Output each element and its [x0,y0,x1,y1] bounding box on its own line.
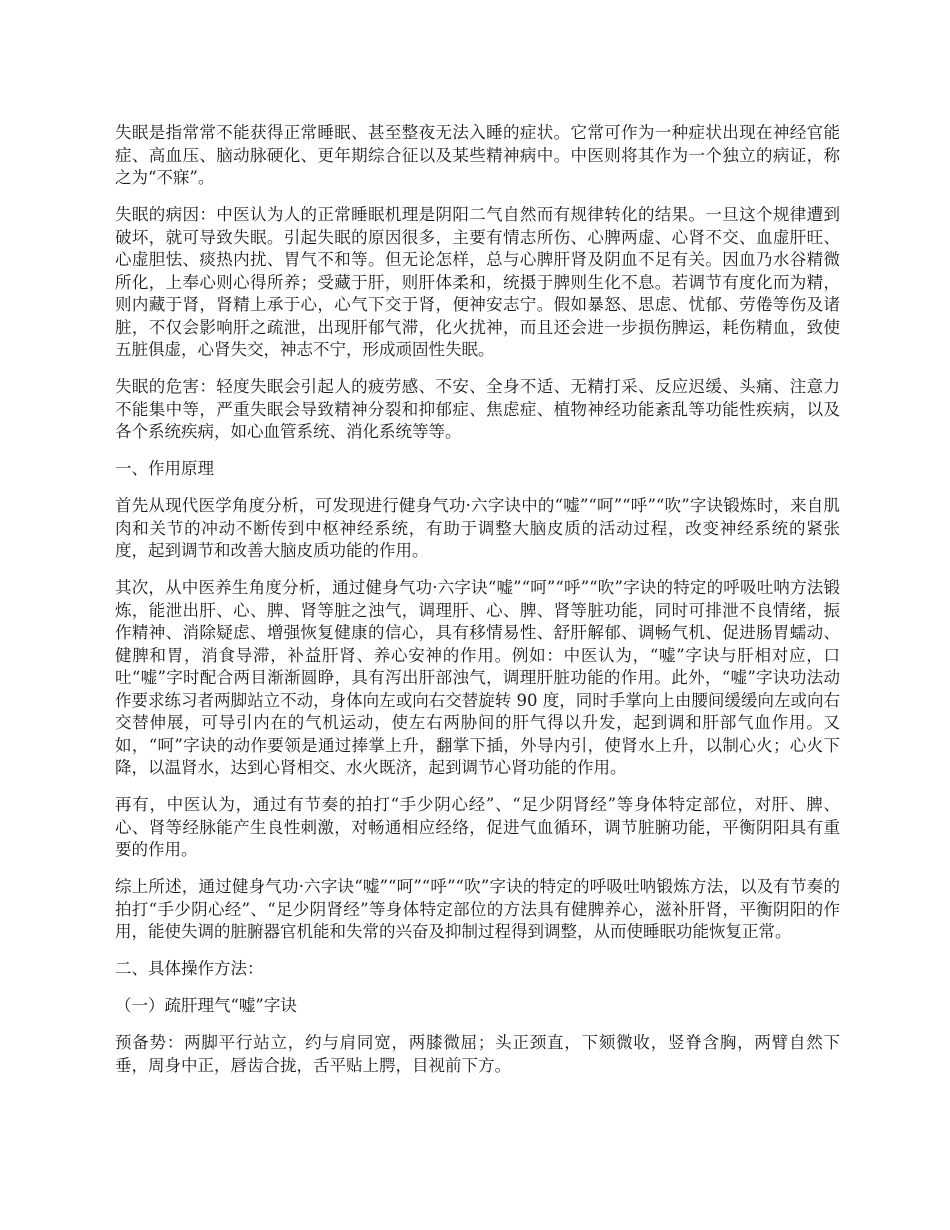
subsection-heading-xu: （一）疏肝理气“嘘”字诀 [115,996,297,1015]
section-heading-method: 二、具体操作方法： [115,959,264,978]
paragraph-intro: 失眠是指常常不能获得正常睡眠、甚至整夜无法入睡的症状。它常可作为一种症状出现在神经官能症、高血压、脑动脉硬化、更年期综合征以及某些精神病中。中医则将其作为一个独立的病证，称之为“不寐”。 [115,123,840,187]
paragraph-modern-medicine: 首先从现代医学角度分析，可发现进行健身气功·六字诀中的“嘘”“呵”“呼”“吹”字诀锻炼时，来自肌肉和关节的冲动不断传到中枢神经系统，有助于调整大脑皮质的活动过程，改变神经系统的紧张度，起到调节和改善大脑皮质功能的作用。 [115,496,840,560]
section-heading-principle: 一、作用原理 [115,459,214,478]
paragraph-summary: 综上所述，通过健身气功·六字诀“嘘”“呵”“呼”“吹”字诀的特定的呼吸吐呐锻炼方法，以及有节奏的拍打“手少阴心经”、“足少阴肾经”等身体特定部位的方法具有健脾养心，滋补肝肾，平衡阴阳的作用，能使失调的脏腑器官机能和失常的兴奋及抑制过程得到调整，从而使睡眠功能恢复正常。 [115,877,840,941]
paragraph-harm: 失眠的危害：轻度失眠会引起人的疲劳感、不安、全身不适、无精打采、反应迟缓、头痛、注意力不能集中等，严重失眠会导致精神分裂和抑郁症、焦虑症、植物神经功能紊乱等功能性疾病，以及各个系统疾病，如心血管系统、消化系统等等。 [115,377,840,441]
paragraph-tcm: 其次，从中医养生角度分析，通过健身气功·六字诀“嘘”“呵”“呼”“吹”字诀的特定的呼吸吐呐方法锻炼，能泄出肝、心、脾、肾等脏之浊气，调理肝、心、脾、肾等脏功能，同时可排泄不良情绪，振作精神、消除疑虑、增强恢复健康的信心，具有移情易性、舒肝解郁、调畅气机、促进肠胃蠕动、健脾和胃，消食导滞，补益肝肾、养心安神的作用。例如：中医认为，“嘘”字诀与肝相对应，口吐“嘘”字时配合两目渐渐圆睁，具有泻出肝部浊气，调理肝脏功能的作用。此外，“嘘”字诀功法动作要求练习者两脚站立不动，身体向左或向右交替旋转 90 度，同时手掌向上由腰间缓缓向左或向右交替伸展，可导引内在的气机运动，使左右两胁间的肝气得以升发，起到调和肝部气血作用。又如，“呵”字诀的动作要领是通过捧掌上升，翻掌下插，外导内引，使肾水上升，以制心火；心火下降，以温肾水，达到心肾相交、水火既济，起到调节心肾功能的作用。 [115,578,840,777]
paragraph-meridian: 再有，中医认为，通过有节奏的拍打“手少阴心经”、“足少阴肾经”等身体特定部位，对肝、脾、心、肾等经脉能产生良性刺激，对畅通相应经络，促进气血循环，调节脏腑功能，平衡阴阳具有重要的作用。 [115,795,840,859]
paragraph-preparation: 预备势：两脚平行站立，约与肩同宽，两膝微屈；头正颈直，下颏微收，竖脊含胸，两臂自然下垂，周身中正，唇齿合拢，舌平贴上腭，目视前下方。 [115,1033,840,1075]
paragraph-cause: 失眠的病因：中医认为人的正常睡眠机理是阴阳二气自然而有规律转化的结果。一旦这个规律遭到破坏，就可导致失眠。引起失眠的原因很多，主要有情志所伤、心脾两虚、心肾不交、血虚肝旺、心虚胆怯、痰热内扰、胃气不和等。但无论怎样，总与心脾肝肾及阴血不足有关。因血乃水谷精微所化，上奉心则心得所养；受藏于肝，则肝体柔和，统摄于脾则生化不息。若调节有度化而为精，则内藏于肾，肾精上承于心，心气下交于肾，便神安志宁。假如暴怒、思虑、忧郁、劳倦等伤及诸脏，不仅会影响肝之疏泄，出现肝郁气滞，化火扰神，而且还会进一步损伤脾运，耗伤精血，致使五脏俱虚，心肾失交，神志不宁，形成顽固性失眠。 [115,205,840,359]
document-page [115,122,840,1092]
